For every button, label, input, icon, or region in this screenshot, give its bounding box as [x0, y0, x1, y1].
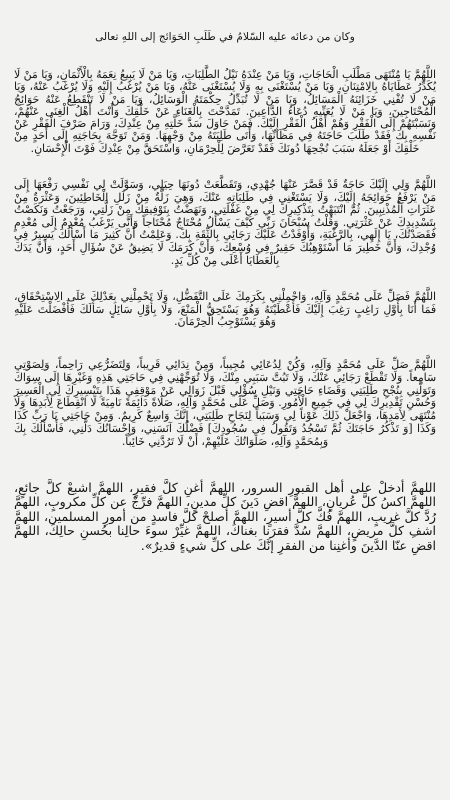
paragraph-salawat-favor: اللَّهُمَّ فَصَلِّ عَلَى مُحَمَّدٍ وَآلِهِ، وَاحْمِلْنِي بِكَرَمِكَ عَلَى التَّفَضُّلِ، وَلَا تَحْمِلْنِي بِعَدْلِكَ عَلَى الِاسْتِحْقَاقِ، فَمَا أَنَا بِأَوَّلِ رَاغِبٍ رَغِبَ إِلَيْكَ فَأَعْطَيْتَهُ وَهُوَ يَسْتَحِقُّ الْمَنْعَ، وَلَا بِأَوَّلِ سَائِلٍ سَأَلَكَ فَأَفْضَلْتَ عَلَيْهِ وَهُوَ يَسْتَوْجِبُ الْحِرْمَانَ. — [14, 290, 436, 329]
paragraph-general-supplication: اللهمَّ أدخلْ على أهل القبورِ السرور، اللهمَّ أغنِ كلَّ فقيرٍ، اللهمَّ اشبعْ كلَّ جائعٍ، اللهمَّ اكسُ كلَّ عُريانٍ، اللهمَّ اقضِ دَينَ كلِّ مدينٍ، اللهمَّ فرِّجْ عن كلِّ مكروبٍ، اللهمَّ رُدَّ كلَّ غريبٍ، اللهمَّ فُكَّ كلَّ أسيرٍ، اللهمَّ أصلحْ كلَّ فاسدٍ من أمورِ المسلمين، اللهمَّ اشفِ كلَّ مريضٍ، اللهمَّ سُدَّ فقرَنا بغناكَ، اللهمَّ غيِّرْ سوءَ حالِنا بحُسنِ حالِكَ، اللهمَّ اقضِ عنّا الدَّينَ وأغنِنا من الفقرِ إنَّكَ على كلِّ شيءٍ قديرٌ». — [14, 479, 436, 553]
paragraph-opening-praise: اللَّهُمَّ يَا مُنْتَهَى مَطْلَبِ الْحَاجَاتِ، وَيَا مَنْ عِنْدَهُ نَيْلُ الطَّلِبَاتِ، وَيَا مَنْ لَا يَبِيعُ نِعَمَهُ بِالْأَثْمَانِ، وَيَا مَنْ لَا يُكَدِّرُ عَطَايَاهُ بِالِامْتِنَانِ، وَيَا مَنْ يُسْتَغْنَى بِهِ وَلَا يُسْتَغْنَى عَنْهُ، وَيَا مَنْ يُرْغَبُ إِلَيْهِ وَلَا يُرْغَبُ عَنْهُ، وَيَا مَنْ لَا تُفْنِي خَزَائِنَهُ الْمَسَائِلُ، وَيَا مَنْ لَا تُبَدِّلُ حِكْمَتَهُ الْوَسَائِلُ، وَيَا مَنْ لَا تَنْقَطِعُ عَنْهُ حَوَائِجُ الْمُحْتَاجِينَ، وَيَا مَنْ لَا يُعَنِّيهِ دُعَاءُ الدَّاعِينَ. تَمَدَّحْتَ بِالْغَنَاءِ عَنْ خَلْقِكَ وَأَنْتَ أَهْلُ الْغِنَى عَنْهُمْ، وَنَسَبْتَهُمْ إِلَى الْفَقْرِ وَهُمْ أَهْلُ الْفَقْرِ إِلَيْكَ. فَمَنْ حَاوَلَ سَدَّ خَلَّتِهِ مِنْ عِنْدِكَ، وَرَامَ صَرْفَ الْفَقْرِ عَنْ نَفْسِهِ بِكَ فَقَدْ طَلَبَ حَاجَتَهُ فِي مَظَانِّهَا، وَأَتَى طَلِبَتَهُ مِنْ وَجْهِهَا. وَمَنْ تَوَجَّهَ بِحَاجَتِهِ إِلَى أَحَدٍ مِنْ خَلْقِكَ أَوْ جَعَلَهُ سَبَبَ نُجْحِهَا دُونَكَ فَقَدْ تَعَرَّضَ لِلْحِرْمَانِ، وَاسْتَحَقَّ مِنْ عِنْدِكَ فَوْتَ الْإِحْسَانِ. — [14, 68, 436, 155]
paragraph-answer-request: اللَّهُمَّ صَلِّ عَلَى مُحَمَّدٍ وَآلِهِ، وَكُنْ لِدُعَائِي مُجِيباً، وَمِنْ نِدَائِي قَرِيباً، وَلِتَضَرُّعِي رَاحِماً، وَلِصَوْتِي سَامِعاً. وَلَا تَقْطَعْ رَجَائِي عَنْكَ، وَلَا تَبُتَّ سَبَبِي مِنْكَ، وَلَا تُوَجِّهْنِي فِي حَاجَتِي هَذِهِ وَغَيْرِهَا إِلَى سِوَاكَ وَتَوَلَّنِي بِنُجْحِ طَلِبَتِي وَقَضَاءِ حَاجَتِي وَنَيْلِ سُؤْلِي قَبْلَ زَوَالِي عَنْ مَوْقِفِي هَذَا بِتَيْسِيرِكَ لِي الْعَسِيرَ وَحُسْنِ تَقْدِيرِكَ لِي فِي جَمِيعِ الْأُمُورِ. وَصَلِّ عَلَى مُحَمَّدٍ وَآلِهِ، صَلَاةً دَائِمَةً نَامِيَةً لَا انْقِطَاعَ لِأَبَدِهَا وَلَا مُنْتَهَى لِأَمَدِهَا، وَاجْعَلْ ذَلِكَ عَوْناً لِي وَسَبَباً لِنَجَاحِ طَلِبَتِي، إِنَّكَ وَاسِعٌ كَرِيمٌ. وَمِنْ حَاجَتِي يَا رَبِّ كَذَا وَكَذَا [وَ تَذْكُرُ حَاجَتَكَ ثُمَّ تَسْجُدُ وَتَقُولُ فِي سُجُودِكَ] فَضْلُكَ آنَسَنِي، وَإِحْسَانُكَ دَلَّنِي، فَأَسْأَلُكَ بِكَ وَبِمُحَمَّدٍ وَآلِهِ، صَلَوَاتُكَ عَلَيْهِمْ، أَنْ لَا تَرُدَّنِي خَائِباً. — [14, 358, 436, 448]
section-heading: وكان من دعائه عليه السّلامُ في طَلَبِ الحَوَائج إلى اللهِ تعالى — [95, 31, 355, 43]
paragraph-need: اللَّهُمَّ وَلِي إِلَيْكَ حَاجَةٌ قَدْ قَصَّرَ عَنْهَا جُهْدِي، وَتَقَطَّعَتْ دُونَهَا حِيَلِي، وَسَوَّلَتْ لِي نَفْسِي رَفْعَهَا إِلَى مَنْ يَرْفَعُ حَوَائِجَهُ إِلَيْكَ، وَلَا يَسْتَغْنِي فِي طَلِبَاتِهِ عَنْكَ، وَهِيَ زَلَّةٌ مِنْ زَلَلِ الْخَاطِئِينَ، وَعَثْرَةٌ مِنْ عَثَرَاتِ الْمُذْنِبِينَ. ثُمَّ انْتَبَهْتُ بِتَذْكِيرِكَ لِي مِنْ غَفْلَتِي، وَنَهَضْتُ بِتَوْفِيقِكَ مِنْ زَلَّتِي، وَرَجَعْتُ وَنَكَصْتُ بِتَسْدِيدِكَ عَنْ عَثْرَتِي. وَقُلْتُ سُبْحَانَ رَبِّي كَيْفَ يَسْأَلُ مُحْتَاجٌ مُحْتَاجاً وَأَنَّى يَرْغَبُ مُعْدِمٌ إِلَى مُعْدِمٍ فَقَصَدْتُكَ، يَا إِلَهِي، بِالرَّغْبَةِ، وَأَوْفَدْتُ عَلَيْكَ رَجَائِي بِالثِّقَةِ بِكَ. وَعَلِمْتُ أَنَّ كَثِيرَ مَا أَسْأَلُكَ يَسِيرٌ فِي وُجْدِكَ، وَأَنَّ خَطِيرَ مَا أَسْتَوْهِبُكَ حَقِيرٌ فِي وُسْعِكَ، وَأَنَّ كَرَمَكَ لَا يَضِيقُ عَنْ سُؤَالِ أَحَدٍ، وَأَنَّ يَدَكَ بِالْعَطَايَا أَعْلَى مِنْ كُلِّ يَدٍ. — [14, 178, 436, 267]
